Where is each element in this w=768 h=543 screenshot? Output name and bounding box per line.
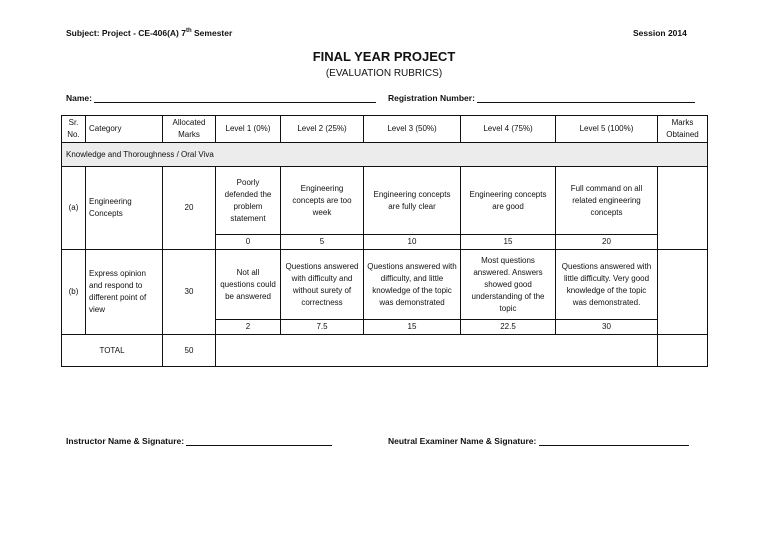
- subject-text: Subject: Project - CE-406(A) 7: [66, 28, 186, 38]
- row-a-sr: (a): [62, 167, 86, 250]
- row-b-score-5: 30: [556, 320, 658, 335]
- row-a-allocated: 20: [163, 167, 216, 250]
- total-marks: 50: [163, 335, 216, 367]
- registration-label: Registration Number:: [388, 93, 475, 103]
- total-blank: [216, 335, 658, 367]
- subject-superscript: th: [185, 28, 192, 35]
- header-marks-obtained: Marks Obtained: [658, 116, 708, 143]
- row-a-level-3: Engineering concepts are fully clear: [364, 167, 461, 235]
- row-b-level-3: Questions answered with difficulty, and little knowledge of the topic was demonstrated: [364, 250, 461, 320]
- row-a-level-4: Engineering concepts are good: [461, 167, 556, 235]
- instructor-signature-row: [66, 436, 332, 446]
- row-b-allocated: 30: [163, 250, 216, 335]
- row-a-score-4: 15: [461, 235, 556, 250]
- name-field-row: [66, 93, 376, 103]
- row-b-level-2: Questions answered with difficulty and without surety of correctness: [281, 250, 364, 320]
- row-b-level-5: Questions answered with little difficulty. Very good knowledge of the topic was demonstrated.: [556, 250, 658, 320]
- instructor-label: Instructor Name & Signature:: [66, 436, 185, 446]
- document-subtitle: (EVALUATION RUBRICS): [325, 68, 443, 79]
- header-level-1: Level 1 (0%): [216, 116, 281, 143]
- section-row: [62, 143, 708, 167]
- section-title: Knowledge and Thoroughness / Oral Viva: [62, 143, 708, 167]
- table-header-row: [62, 116, 708, 143]
- row-b-sr: (b): [62, 250, 86, 335]
- semester-text: Semester: [191, 28, 233, 38]
- total-label: TOTAL: [62, 335, 163, 367]
- row-a-level-5: Full command on all related engineering concepts: [556, 167, 658, 235]
- row-a-score-2: 5: [281, 235, 364, 250]
- header-level-2: Level 2 (25%): [281, 116, 364, 143]
- header-sr-no: Sr. No.: [62, 116, 86, 143]
- row-b-level-1: Not all questions could be answered: [216, 250, 281, 320]
- row-b-level-4: Most questions answered. Answers showed good understanding of the topic: [461, 250, 556, 320]
- row-a-category: Engineering Concepts: [86, 167, 163, 250]
- table-row: [62, 167, 708, 235]
- header-category: Category: [86, 116, 163, 143]
- subject-line: [66, 28, 232, 38]
- row-a-score-5: 20: [556, 235, 658, 250]
- evaluation-rubrics-table: [61, 115, 708, 367]
- header-level-4: Level 4 (75%): [461, 116, 556, 143]
- row-a-marks-obtained[interactable]: [658, 167, 708, 250]
- examiner-signature-field[interactable]: [539, 436, 689, 446]
- row-b-score-2: 7.5: [281, 320, 364, 335]
- row-b-score-1: 2: [216, 320, 281, 335]
- row-b-score-3: 15: [364, 320, 461, 335]
- document-title: FINAL YEAR PROJECT: [312, 49, 456, 64]
- total-row: [62, 335, 708, 367]
- header-level-5: Level 5 (100%): [556, 116, 658, 143]
- instructor-signature-field[interactable]: [186, 436, 332, 446]
- table-row: [62, 250, 708, 320]
- row-a-level-1: Poorly defended the problem statement: [216, 167, 281, 235]
- row-b-marks-obtained[interactable]: [658, 250, 708, 335]
- row-b-category: Express opinion and respond to different point of view: [86, 250, 163, 335]
- row-b-score-4: 22.5: [461, 320, 556, 335]
- row-a-score-1: 0: [216, 235, 281, 250]
- registration-field[interactable]: [477, 93, 695, 103]
- examiner-label: Neutral Examiner Name & Signature:: [388, 436, 537, 446]
- header-level-3: Level 3 (50%): [364, 116, 461, 143]
- row-a-level-2: Engineering concepts are too week: [281, 167, 364, 235]
- session-label: Session 2014: [633, 28, 687, 38]
- examiner-signature-row: [388, 436, 689, 446]
- name-field[interactable]: [94, 93, 376, 103]
- name-label: Name:: [66, 93, 92, 103]
- row-a-score-3: 10: [364, 235, 461, 250]
- total-marks-obtained[interactable]: [658, 335, 708, 367]
- header-allocated-marks: Allocated Marks: [163, 116, 216, 143]
- registration-field-row: [388, 93, 695, 103]
